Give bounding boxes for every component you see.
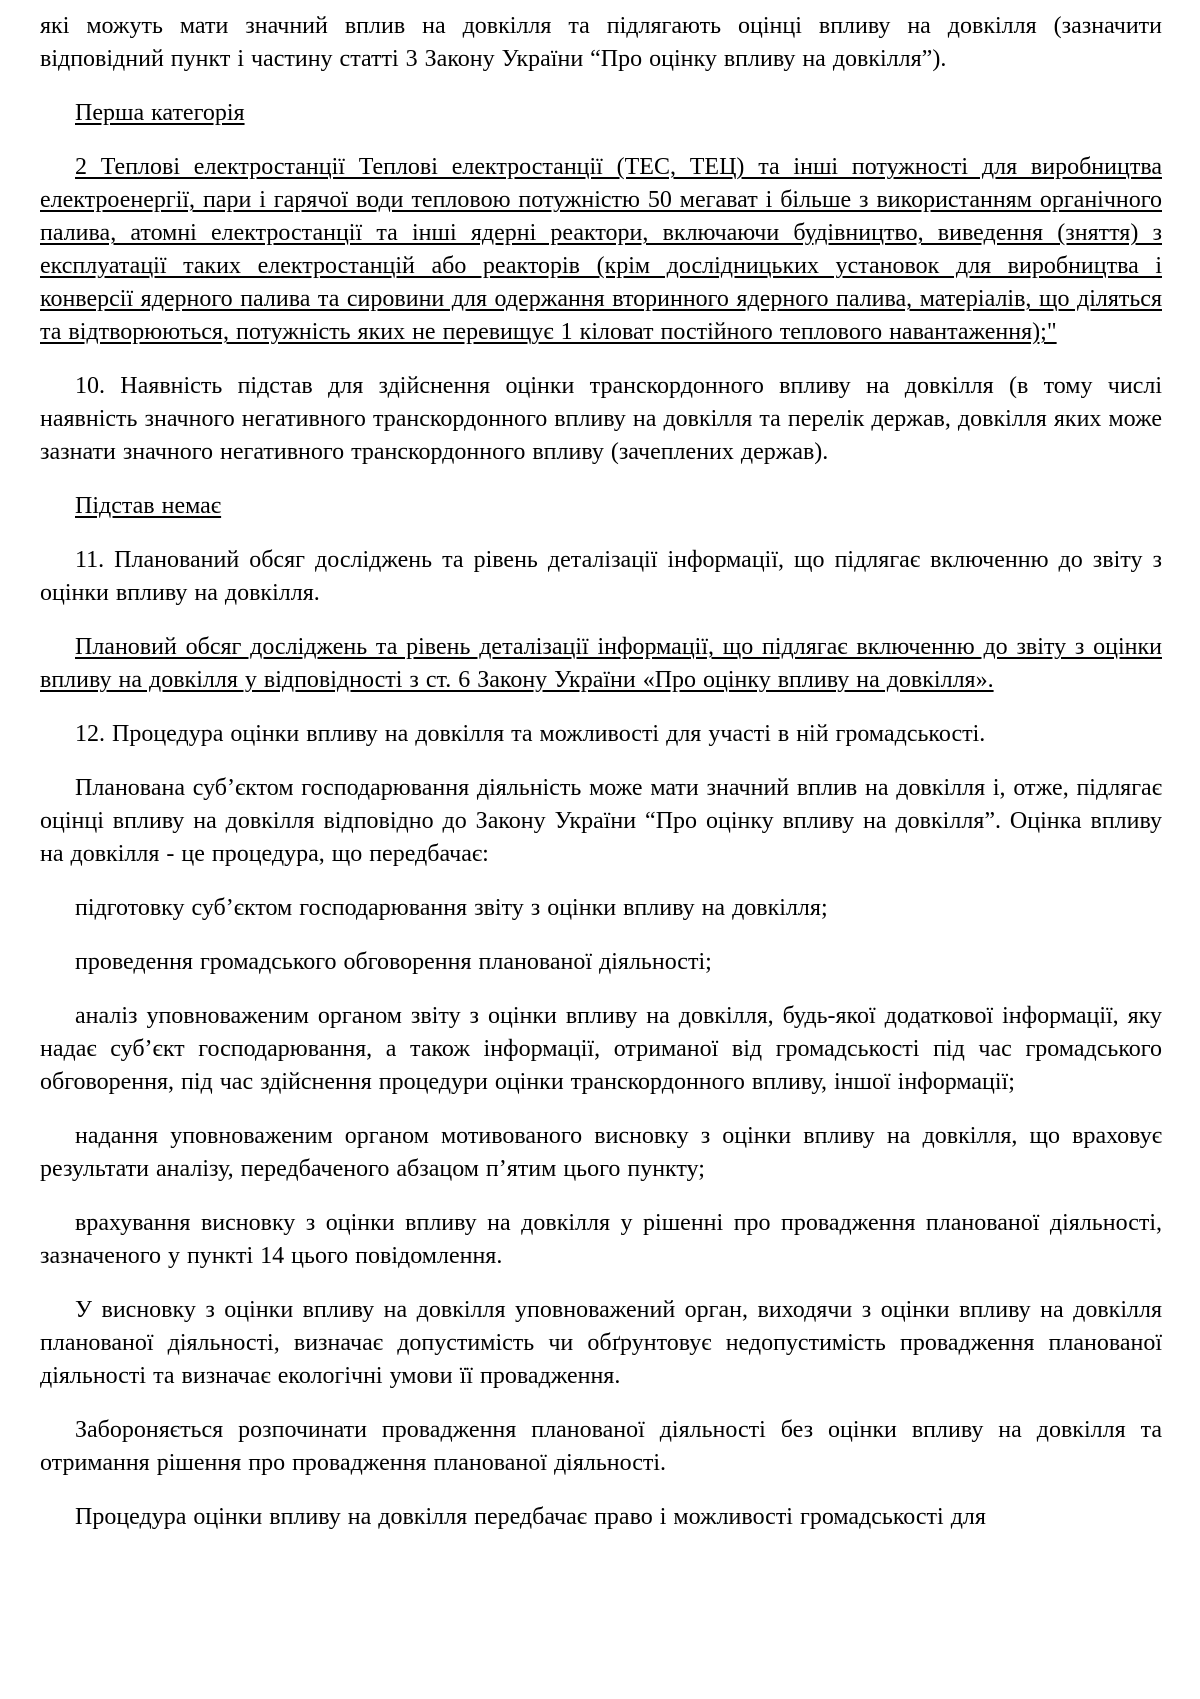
paragraph-item-12-procedure: 12. Процедура оцінки впливу на довкілля та можливості для участі в ній громадськості. bbox=[75, 721, 986, 747]
paragraph-planned-scope-answer: Плановий обсяг досліджень та рівень деталізації інформації, що підлягає включенню до звіту з оцінки впливу на довкілля у відповідності з ст. 6 Закону України «Про оцінку впливу на довкілля». bbox=[40, 634, 1162, 693]
paragraph-authority-analysis: аналіз уповноваженим органом звіту з оцінки впливу на довкілля, будь-якої додаткової інформації, яку надає суб’єкт господарювання, а також інформації, отриманої від громадськості під час громадського обговорення, під час здійснення процедури оцінки транскордонного впливу, іншої інформації; bbox=[40, 1003, 1162, 1095]
paragraph-conclusion-consideration: врахування висновку з оцінки впливу на довкілля у рішенні про провадження планованої діяльності, зазначеного у пункті 14 цього повідомлення. bbox=[40, 1210, 1162, 1269]
paragraph-item-10-transboundary-impact: 10. Наявність підстав для здійснення оцінки транскордонного впливу на довкілля (в тому числі наявність значного негативного транскордонного впливу на довкілля та перелік держав, довкілля яких може зазнати значного негативного транскордонного впливу (зачеплених держав). bbox=[40, 373, 1162, 465]
paragraph-motivated-conclusion: надання уповноваженим органом мотивованого висновку з оцінки впливу на довкілля, що враховує результати аналізу, передбаченого абзацом п’ятим цього пункту; bbox=[40, 1123, 1162, 1182]
paragraph-planned-activity-impact: Планована суб’єктом господарювання діяльність може мати значний вплив на довкілля і, отже, підлягає оцінці впливу на довкілля відповідно до Закону України “Про оцінку впливу на довкілля”. Оцінка впливу на довкілля - це процедура, що передбачає: bbox=[40, 775, 1162, 867]
paragraph-category-reference-continuation: які можуть мати значний вплив на довкілля та підлягають оцінці впливу на довкілля (зазначити відповідний пункт і частину статті 3 Закону України “Про оцінку впливу на довкілля”). bbox=[40, 13, 1162, 72]
paragraph-prohibition-without-assessment: Забороняється розпочинати провадження планованої діяльності без оцінки впливу на довкілля та отримання рішення про провадження планованої діяльності. bbox=[40, 1417, 1162, 1476]
heading-first-category: Перша категорія bbox=[75, 100, 245, 126]
paragraph-public-rights-intro: Процедура оцінки впливу на довкілля передбачає право і можливості громадськості для bbox=[75, 1504, 986, 1530]
paragraph-report-preparation: підготовку суб’єктом господарювання звіту з оцінки впливу на довкілля; bbox=[75, 895, 828, 921]
paragraph-public-discussion: проведення громадського обговорення планованої діяльності; bbox=[75, 949, 712, 975]
paragraph-admissibility-determination: У висновку з оцінки впливу на довкілля уповноважений орган, виходячи з оцінки впливу на довкілля планованої діяльності, визначає допустимість чи обґрунтовує недопустимість провадження планованої діяльності та визначає екологічні умови її провадження. bbox=[40, 1297, 1162, 1389]
paragraph-no-grounds: Підстав немає bbox=[75, 493, 222, 519]
paragraph-item-11-research-scope: 11. Планований обсяг досліджень та рівень деталізації інформації, що підлягає включенню до звіту з оцінки впливу на довкілля. bbox=[40, 547, 1162, 606]
paragraph-thermal-power-plants: 2 Теплові електростанції Теплові електростанції (ТЕС, ТЕЦ) та інші потужності для виробництва електроенергії, пари і гарячої води тепловою потужністю 50 мегават і більше з використанням органічного палива, атомні електростанції та інші ядерні реактори, включаючи будівництво, виведення (зняття) з експлуатації таких електростанцій або реакторів (крім дослідницьких установок для виробництва і конверсії ядерного палива та сировини для одержання вторинного ядерного палива, матеріалів, що діляться та відтворюються, потужність яких не перевищує 1 кіловат постійного теплового навантаження);" bbox=[40, 154, 1162, 345]
